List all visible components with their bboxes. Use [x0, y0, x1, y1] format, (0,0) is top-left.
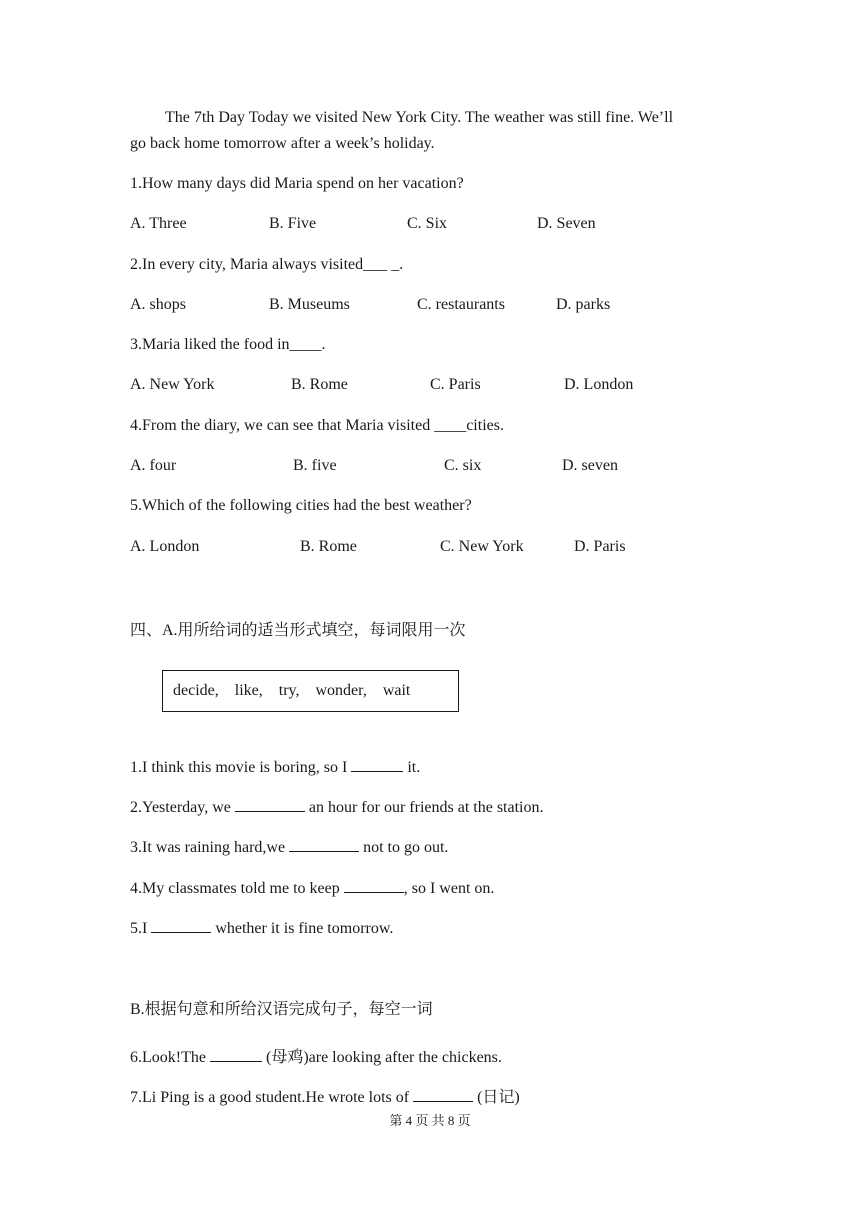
fill-item-3: [130, 835, 448, 858]
fill-item-text: 3.It was raining hard,we: [130, 839, 290, 856]
fill-item-text: (日记): [473, 1089, 520, 1106]
fill-item-5: [130, 916, 393, 939]
section-4a-title: 四、A.用所给词的适当形式填空，每词限用一次: [130, 622, 466, 639]
fill-item-text: whether it is fine tomorrow.: [211, 920, 394, 937]
option-c: C. Six: [407, 215, 448, 232]
answer-blank[interactable]: [289, 835, 359, 852]
option-c: C. restaurants: [417, 296, 505, 313]
option-d: D. London: [564, 376, 634, 393]
section-b-title: B.根据句意和所给汉语完成句子，每空一词: [130, 1001, 433, 1018]
question-4: 4.From the diary, we can see that Maria visited ____cities.: [130, 417, 504, 434]
fill-item-4: [130, 876, 494, 899]
question-4-options: [130, 456, 750, 476]
question-2-options: [130, 295, 750, 315]
option-d: D. Paris: [574, 538, 626, 555]
option-b: B. Museums: [269, 296, 350, 313]
option-a: A. shops: [130, 296, 187, 313]
option-a: A. New York: [130, 376, 215, 393]
fill-item-text: not to go out.: [359, 839, 449, 856]
option-c: C. New York: [440, 538, 524, 555]
answer-blank[interactable]: [151, 916, 211, 933]
answer-blank[interactable]: [235, 795, 305, 812]
answer-blank[interactable]: [344, 876, 404, 893]
fill-item-text: 4.My classmates told me to keep: [130, 880, 344, 897]
answer-blank[interactable]: [210, 1045, 262, 1062]
fill-item-text: 7.Li Ping is a good student.He wrote lots of: [130, 1089, 414, 1106]
passage-line-2: go back home tomorrow after a week’s holiday.: [130, 135, 435, 152]
fill-item-text: 2.Yesterday, we: [130, 799, 235, 816]
word-bank-box: [162, 670, 459, 712]
question-5-options: [130, 537, 750, 557]
question-1: 1.How many days did Maria spend on her vacation?: [130, 175, 464, 192]
option-b: B. five: [293, 457, 337, 474]
page-footer: 第 4 页 共 8 页: [389, 1113, 471, 1128]
question-3-options: [130, 375, 750, 395]
option-b: B. Five: [269, 215, 317, 232]
option-c: C. Paris: [430, 376, 481, 393]
fill-item-1: [130, 755, 420, 778]
fill-item-text: an hour for our friends at the station.: [304, 799, 544, 816]
answer-blank[interactable]: [413, 1085, 473, 1102]
question-2: 2.In every city, Maria always visited___ _.: [130, 256, 404, 273]
option-c: C. six: [444, 457, 482, 474]
option-d: D. seven: [562, 457, 618, 474]
option-a: A. Three: [130, 215, 187, 232]
answer-blank[interactable]: [351, 755, 403, 772]
word-bank: decide, like, try, wonder, wait: [173, 682, 411, 699]
question-3: 3.Maria liked the food in____.: [130, 336, 326, 353]
fill-item-text: 5.I: [130, 920, 152, 937]
fill-item-text: (母鸡)are looking after the chickens.: [261, 1049, 502, 1066]
option-a: A. London: [130, 538, 200, 555]
question-1-options: [130, 214, 750, 234]
passage-line-1: The 7th Day Today we visited New York City. The weather was still fine. We’ll: [165, 109, 674, 126]
option-d: D. Seven: [537, 215, 596, 232]
fill-item-6: [130, 1045, 502, 1068]
fill-item-7: [130, 1085, 520, 1108]
option-d: D. parks: [556, 296, 611, 313]
fill-item-text: 6.Look!The: [130, 1049, 210, 1066]
option-b: B. Rome: [291, 376, 348, 393]
option-b: B. Rome: [300, 538, 357, 555]
fill-item-text: it.: [403, 759, 421, 776]
fill-item-text: 1.I think this movie is boring, so I: [130, 759, 352, 776]
fill-item-text: , so I went on.: [403, 880, 495, 897]
fill-item-2: [130, 795, 543, 818]
question-5: 5.Which of the following cities had the best weather?: [130, 497, 472, 514]
option-a: A. four: [130, 457, 177, 474]
